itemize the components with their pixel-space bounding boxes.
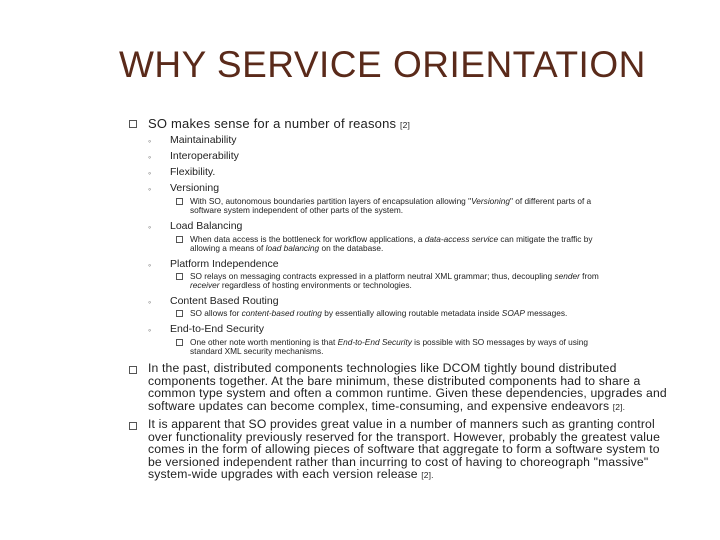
note-text: from — [579, 271, 599, 281]
item-maintainability: Maintainability — [170, 134, 237, 146]
note-text: With SO, autonomous boundaries partition layers of encapsulation allowing " — [190, 196, 472, 206]
bullet-box-icon — [129, 422, 137, 430]
ring-bullet-icon: ◦ — [148, 260, 152, 270]
sub-bullet-box-icon — [176, 236, 183, 243]
slide-title: WHY SERVICE ORIENTATION — [119, 44, 646, 85]
item-flexibility: Flexibility. — [170, 166, 216, 178]
ring-bullet-icon: ◦ — [148, 222, 152, 232]
load-balancing-note — [190, 235, 592, 253]
note-text: regardless of hosting environments or technologies. — [219, 280, 412, 290]
bullet-reasons — [148, 116, 410, 131]
item-end-to-end-security: End-to-End Security — [170, 323, 264, 335]
ring-bullet-icon: ◦ — [148, 297, 152, 307]
bullet-so-value — [148, 418, 660, 482]
ring-bullet-icon: ◦ — [148, 184, 152, 194]
note-italic: data-access service — [424, 234, 499, 244]
versioning-note — [190, 197, 591, 215]
sub-bullet-box-icon — [176, 198, 183, 205]
item-interoperability: Interoperability — [170, 150, 239, 162]
note-text: can mitigate the traffic by — [498, 234, 593, 244]
item-content-routing: Content Based Routing — [170, 295, 279, 307]
ring-bullet-icon: ◦ — [148, 325, 152, 335]
paragraph-line: system-wide upgrades with each version release — [148, 467, 422, 482]
ring-bullet-icon: ◦ — [148, 152, 152, 162]
citation: [2] — [400, 120, 411, 130]
note-italic: End-to-End Security — [337, 337, 412, 347]
item-platform-independence: Platform Independence — [170, 258, 279, 270]
note-text: standard XML security mechanisms. — [190, 346, 324, 356]
security-note — [190, 338, 588, 356]
note-text: One other note worth mentioning is that — [190, 337, 338, 347]
bullet-past-technologies — [148, 362, 667, 413]
note-italic: content-based routing — [241, 308, 322, 318]
paragraph-line: comes in the form of allowing pieces of software that aggregate to form a software system to — [148, 442, 660, 457]
note-text: allowing a means of — [190, 243, 266, 253]
paragraph-line: components together. At the bare minimum, these distributed components had to share a — [148, 373, 641, 388]
sub-bullet-box-icon — [176, 273, 183, 280]
note-text: messages. — [524, 308, 568, 318]
note-text: SO allows for — [190, 308, 242, 318]
item-versioning: Versioning — [170, 182, 220, 194]
note-italic: load balancing — [265, 243, 320, 253]
ring-bullet-icon: ◦ — [148, 168, 152, 178]
note-text: software system independent of other parts of the system. — [190, 205, 404, 215]
citation: [2]. — [421, 470, 434, 481]
note-italic: sender — [554, 271, 580, 281]
citation: [2]. — [612, 401, 626, 412]
platform-note — [190, 272, 599, 290]
paragraph-line: common type system and often a common runtime. Given these dependencies, upgrades and — [148, 386, 667, 401]
paragraph-line: over functionality previously reserved for the transport. However, probably the greatest value — [148, 429, 661, 444]
note-text: When data access is the bottleneck for workflow applications, a — [190, 234, 425, 244]
bullet-box-icon — [129, 366, 137, 374]
note-text: on the database. — [319, 243, 384, 253]
note-text: by essentially allowing routable metadata inside — [321, 308, 502, 318]
note-text: SO relays on messaging contracts expressed in a platform neutral XML grammar; thus, decoupling — [190, 271, 555, 281]
paragraph-line: be versioned independent rather than incurring to cost of having to choreograph "massive" — [148, 454, 649, 469]
sub-bullet-box-icon — [176, 339, 183, 346]
note-italic: receiver — [190, 280, 220, 290]
note-italic: SOAP — [501, 308, 525, 318]
bullet-box-icon — [129, 120, 137, 128]
sub-bullet-box-icon — [176, 310, 183, 317]
routing-note — [190, 309, 567, 318]
ring-bullet-icon: ◦ — [148, 136, 152, 146]
note-text: " of different parts of a — [509, 196, 592, 206]
note-italic: Versioning — [471, 196, 510, 206]
note-text: is possible with SO messages by ways of using — [411, 337, 588, 347]
item-load-balancing: Load Balancing — [170, 220, 243, 232]
paragraph-line: In the past, distributed components technologies like DCOM tightly bound distributed — [148, 361, 617, 375]
paragraph-line: software updates can become complex, time-consuming, and expensive endeavors — [148, 398, 613, 413]
bullet-reasons-text: SO makes sense for a number of reasons — [148, 116, 397, 131]
paragraph-line: It is apparent that SO provides great value in a number of manners such as granting control — [148, 417, 655, 431]
